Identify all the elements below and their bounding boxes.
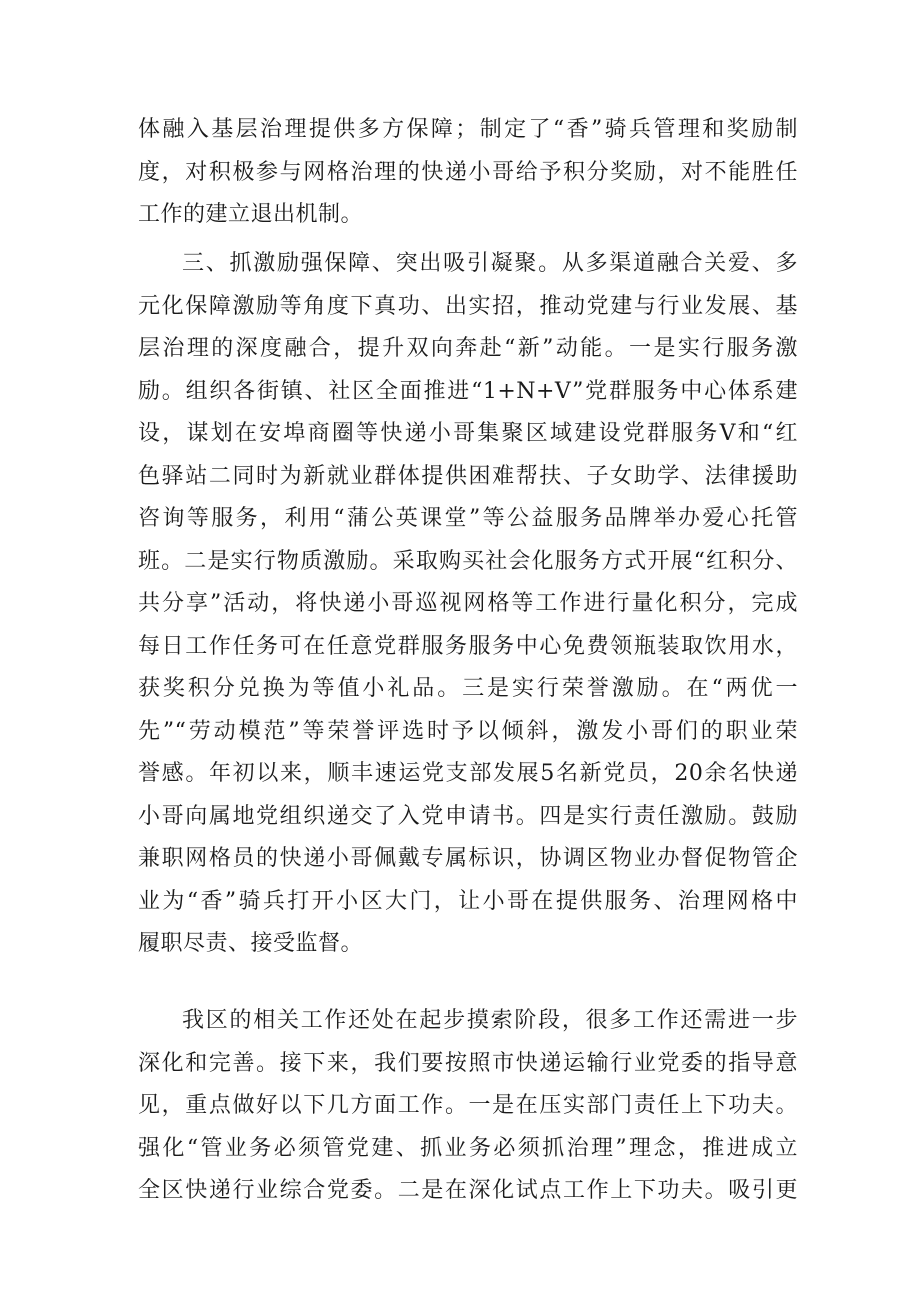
paragraph-line: 强化“管业务必须管党建、抓业务必须抓治理”理念，推进成立 bbox=[138, 1135, 798, 1161]
paragraph-3 bbox=[138, 1000, 798, 1213]
paragraph-2 bbox=[138, 243, 798, 966]
paragraph-1 bbox=[138, 109, 798, 237]
paragraph-line: 全区快递行业综合党委。二是在深化试点工作上下功夫。吸引更 bbox=[138, 1178, 798, 1203]
paragraph-line: 班。二是实行物质激励。采取购买社会化服务方式开展“红积分、 bbox=[138, 548, 798, 574]
paragraph-line: 我区的相关工作还处在起步摸索阶段，很多工作还需进一步 bbox=[182, 1008, 798, 1033]
paragraph-line: 获奖积分兑换为等值小礼品。三是实行荣誉激励。在“两优一 bbox=[138, 676, 798, 701]
paragraph-line: 小哥向属地党组织递交了入党申请书。四是实行责任激励。鼓励 bbox=[138, 803, 798, 829]
paragraph-line: 深化和完善。接下来，我们要按照市快递运输行业党委的指导意 bbox=[138, 1050, 798, 1076]
paragraph-line: 层治理的深度融合，提升双向奔赴“新”动能。一是实行服务激 bbox=[138, 336, 798, 361]
paragraph-line: 业为“香”骑兵打开小区大门，让小哥在提供服务、治理网格中 bbox=[138, 888, 798, 914]
paragraph-line: 履职尽责、接受监督。 bbox=[138, 931, 364, 956]
paragraph-line: 咨询等服务，利用“蒲公英课堂”等公益服务品牌举办爱心托管 bbox=[138, 506, 798, 531]
paragraph-line: 三、抓激励强保障、突出吸引凝聚。从多渠道融合关爱、多 bbox=[182, 251, 798, 276]
paragraph-line: 度，对积极参与网格治理的快递小哥给予积分奖励，对不能胜任 bbox=[138, 159, 798, 185]
paragraph-line: 共分享”活动，将快递小哥巡视网格等工作进行量化积分，完成 bbox=[138, 591, 798, 616]
paragraph-line: 每日工作任务可在任意党群服务服务中心免费领瓶装取饮用水， bbox=[138, 633, 798, 659]
paragraph-line: 励。组织各街镇、社区全面推进“1+N+V”党群服务中心体系建 bbox=[138, 378, 798, 404]
paragraph-line: 兼职网格员的快递小哥佩戴专属标识，协调区物业办督促物管企 bbox=[138, 846, 798, 871]
paragraph-line: 先”“劳动模范”等荣誉评选时予以倾斜，激发小哥们的职业荣 bbox=[138, 718, 798, 744]
paragraph-line: 见，重点做好以下几方面工作。一是在压实部门责任上下功夫。 bbox=[138, 1093, 798, 1118]
paragraph-line: 体融入基层治理提供多方保障；制定了“香”骑兵管理和奖励制 bbox=[138, 117, 798, 142]
paragraph-line: 元化保障激励等角度下真功、出实招，推动党建与行业发展、基 bbox=[138, 293, 798, 319]
paragraph-line: 工作的建立退出机制。 bbox=[138, 202, 364, 227]
paragraph-line: 色驿站二同时为新就业群体提供困难帮扶、子女助学、法律援助 bbox=[138, 463, 798, 489]
paragraph-line: 誉感。年初以来，顺丰速运党支部发展5名新党员，20余名快递 bbox=[138, 761, 798, 786]
paragraph-line: 设，谋划在安埠商圈等快递小哥集聚区域建设党群服务Ⅴ和“红 bbox=[138, 421, 798, 446]
